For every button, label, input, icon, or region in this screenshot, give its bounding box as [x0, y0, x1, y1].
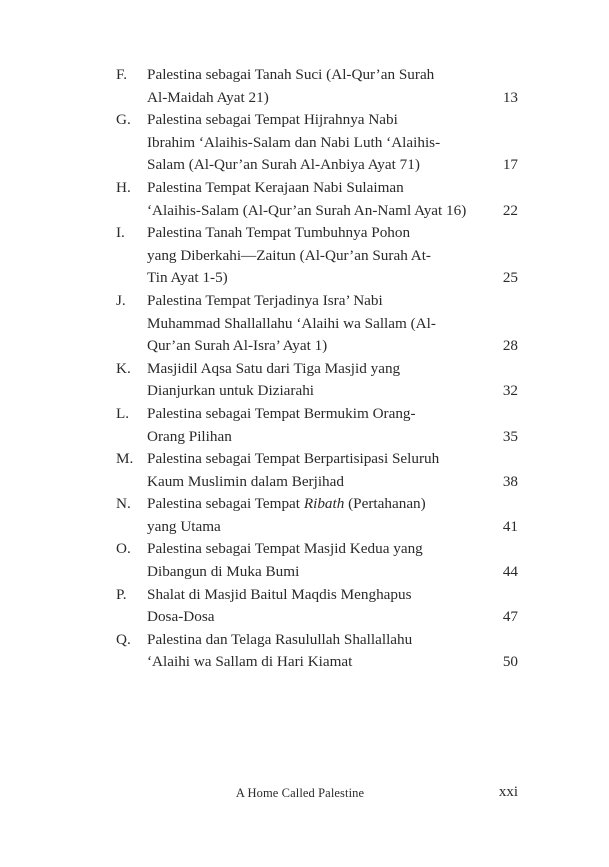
toc-entry-letter: H.	[116, 178, 131, 196]
toc-entry-letter: L.	[116, 404, 130, 422]
toc-entry-title	[147, 629, 487, 674]
toc-entry-letter: I.	[116, 224, 125, 242]
toc-entry-title-line: Palestina sebagai Tempat Masjid Kedua yang	[147, 540, 423, 558]
toc-entry-title-line: Palestina sebagai Tanah Suci (Al-Qur’an Surah	[147, 66, 435, 83]
toc-entry-title-line: Palestina Tempat Terjadinya Isra’ Nabi	[147, 291, 383, 309]
toc-entry-title-line: Palestina Tempat Kerajaan Nabi Sulaiman	[147, 178, 404, 196]
toc-entry-title	[147, 493, 487, 538]
toc-entry-title-text: (Pertahanan)	[344, 495, 426, 513]
toc-entry[interactable]	[116, 222, 520, 290]
toc-entry-page-number: 28	[502, 337, 518, 355]
toc-entry[interactable]	[116, 448, 520, 493]
toc-entry-title-line: yang Utama	[147, 517, 221, 535]
toc-entry[interactable]	[116, 584, 520, 629]
toc-entry-title-line: Dibangun di Muka Bumi	[147, 563, 300, 581]
toc-entry-letter: F.	[116, 66, 128, 83]
toc-entry-letter: P.	[116, 585, 127, 603]
toc-entry-letter: G.	[116, 111, 131, 129]
toc-entry[interactable]	[116, 358, 520, 403]
toc-entry-page-number: 50	[502, 653, 518, 671]
toc-entry-title	[147, 222, 487, 290]
toc-entry-title-line	[147, 493, 487, 516]
toc-entry-letter: J.	[116, 291, 126, 309]
toc-entry[interactable]	[116, 538, 520, 583]
toc-entry-title-line: Palestina sebagai Tempat Bermukim Orang-	[147, 404, 416, 422]
toc-entry-title-line: Salam (Al-Qur’an Surah Al-Anbiya Ayat 71)	[147, 156, 420, 174]
toc-entry-title	[147, 448, 487, 493]
running-footer-book-title: A Home Called Palestine	[235, 786, 365, 800]
toc-entry-title	[147, 538, 487, 583]
toc-entry-page-number: 13	[502, 88, 518, 106]
toc-entry-page-number: 22	[502, 201, 518, 219]
toc-entry-title-line: Shalat di Masjid Baitul Maqdis Menghapus	[147, 585, 412, 603]
toc-entry-title-line: Orang Pilihan	[147, 427, 232, 445]
toc-entry-title-line: Palestina sebagai Tempat Hijrahnya Nabi	[147, 111, 398, 129]
toc-entry[interactable]	[116, 290, 520, 358]
toc-entry-page-number: 32	[502, 382, 518, 400]
toc-entry-title-line: Qur’an Surah Al-Isra’ Ayat 1)	[147, 337, 328, 355]
running-footer-page-number: xxi	[498, 784, 518, 800]
toc-entry-title-line: Muhammad Shallallahu ‘Alaihi wa Sallam (Al-	[147, 314, 436, 332]
toc-entry-page-number: 47	[502, 608, 518, 626]
toc-entry-title-line: ‘Alaihis-Salam (Al-Qur’an Surah An-Naml Ayat 16)	[147, 201, 467, 219]
toc-entry-title-text: Palestina sebagai Tempat	[147, 495, 304, 513]
toc-entry-page-number: 25	[502, 269, 518, 287]
toc-entry[interactable]	[116, 403, 520, 448]
toc-entry-title-line: Masjidil Aqsa Satu dari Tiga Masjid yang	[147, 359, 401, 377]
toc-entry-page-number: 41	[502, 517, 518, 535]
toc-entry-title-italic-term: Ribath	[303, 495, 345, 513]
toc-entry-title	[147, 177, 487, 222]
toc-entry-title	[147, 64, 487, 109]
toc-entry-page-number: 38	[502, 472, 518, 490]
toc-entry-title-line: yang Diberkahi—Zaitun (Al-Qur’an Surah At-	[147, 246, 431, 264]
toc-entry-title-line: Dosa-Dosa	[147, 608, 215, 626]
toc-entry[interactable]	[116, 629, 520, 674]
toc-entry-letter: M.	[116, 450, 134, 468]
toc-entry-title-line: Ibrahim ‘Alaihis-Salam dan Nabi Luth ‘Alaihis-	[147, 133, 441, 151]
toc-entry-title-line: Dianjurkan untuk Diziarahi	[147, 382, 315, 400]
toc-entry-title	[147, 584, 487, 629]
toc-entry-page-number: 35	[502, 427, 518, 445]
table-of-contents	[116, 64, 520, 674]
toc-entry-title	[147, 290, 487, 358]
toc-entry-letter: Q.	[116, 630, 131, 648]
toc-entry-title-line: Tin Ayat 1-5)	[147, 269, 228, 287]
toc-entry-letter: K.	[116, 359, 131, 377]
toc-entry[interactable]	[116, 493, 520, 538]
toc-entry[interactable]	[116, 109, 520, 177]
toc-entry[interactable]	[116, 64, 520, 109]
toc-entry-title-line: Palestina dan Telaga Rasulullah Shallallahu	[147, 630, 413, 648]
toc-entry-title-line: Palestina sebagai Tempat Berpartisipasi Seluruh	[147, 450, 440, 468]
toc-entry-title-line: Palestina Tanah Tempat Tumbuhnya Pohon	[147, 224, 411, 242]
toc-entry[interactable]	[116, 177, 520, 222]
toc-entry-page-number: 44	[502, 563, 518, 581]
toc-entry-title	[147, 358, 487, 403]
toc-entry-title-line: ‘Alaihi wa Sallam di Hari Kiamat	[147, 653, 353, 671]
toc-entry-page-number: 17	[502, 156, 518, 174]
toc-entry-letter: N.	[116, 495, 131, 513]
toc-entry-title-line: Al-Maidah Ayat 21)	[147, 88, 269, 106]
toc-entry-title	[147, 403, 487, 448]
toc-entry-title-line: Kaum Muslimin dalam Berjihad	[147, 472, 344, 490]
toc-entry-letter: O.	[116, 540, 131, 558]
toc-entry-title	[147, 109, 487, 177]
